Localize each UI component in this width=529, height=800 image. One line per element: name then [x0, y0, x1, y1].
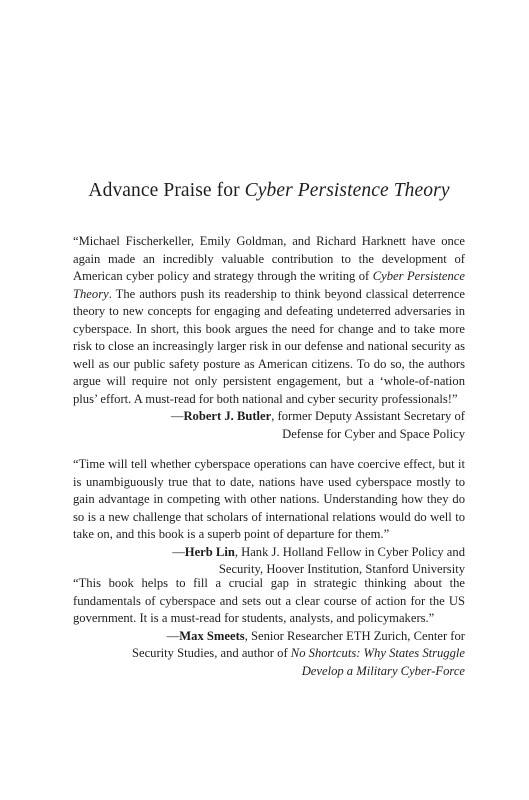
title-prefix: Advance Praise for [88, 180, 245, 201]
attribution [73, 408, 465, 443]
author-name: Robert J. Butler [183, 409, 272, 423]
blurb-butler [73, 233, 465, 443]
em-dash: — [170, 409, 184, 423]
title-book-name: Cyber Persistence Theory [244, 180, 450, 201]
quote-text [73, 233, 465, 408]
blurb-smeets [73, 575, 465, 680]
em-dash: — [172, 544, 185, 559]
affiliation-line: , Senior Researcher ETH Zurich, Center for [244, 628, 465, 643]
affiliation-line: , former Deputy Assistant Secretary of [271, 409, 465, 423]
em-dash: — [166, 628, 180, 643]
quote-text [73, 575, 465, 628]
quote-part: “Time will tell whether cyberspace operations can have coercive effect, but it is unambiguously true that to date, nations have used cyberspace mostly to gain advantage in competing with other nations. Understanding how they do so is a new challenge that scholars of international relations would do well to take on, and this book is a superb point of departure for them.” [73, 457, 465, 541]
blurb-lin [73, 456, 465, 579]
author-name: Herb Lin [184, 544, 235, 559]
affiliation-line: Defense for Cyber and Space Policy [282, 426, 465, 441]
quote-part: “Michael Fischerkeller, Emily Goldman, and Richard Harknett have once again made an incredibly valuable contribution to the development of American cyber policy and strategy through the writing of [73, 234, 465, 283]
author-book-title: Develop a Military Cyber-Force [301, 663, 465, 678]
attribution [73, 628, 465, 681]
quote-text [73, 456, 465, 544]
author-book-title: No Shortcuts: Why States Struggle [290, 646, 465, 660]
affiliation-line: , Hank J. Holland Fellow in Cyber Policy and [234, 544, 465, 559]
quote-part: “This book helps to fill a crucial gap in strategic thinking about the fundamentals of cyberspace and sets out a clear course of action for the US government. It is a must-read for students, analysts, and policymakers.” [73, 576, 465, 625]
attribution [73, 544, 465, 579]
page-title [73, 180, 465, 202]
quote-part: . The authors push its readership to think beyond classical deterrence theory to new concepts for engaging and defeating undeterred adversaries in cyberspace. In short, this book argues the need for change and to take more risk to close an increasingly larger risk in our defense and national security as well as our public safety posture as American citizens. To do so, the authors argue will require not only persistent engagement, but a ‘whole-of-nation plus’ effort. A must-read for both national and cyber security professionals!” [73, 286, 465, 406]
affiliation-line: Security Studies, and author of [132, 646, 291, 660]
quote-book-title: Cyber Persistence Theory [73, 269, 465, 301]
author-name: Max Smeets [179, 628, 245, 643]
affiliation-line: Security, Hoover Institution, Stanford University [218, 562, 465, 576]
